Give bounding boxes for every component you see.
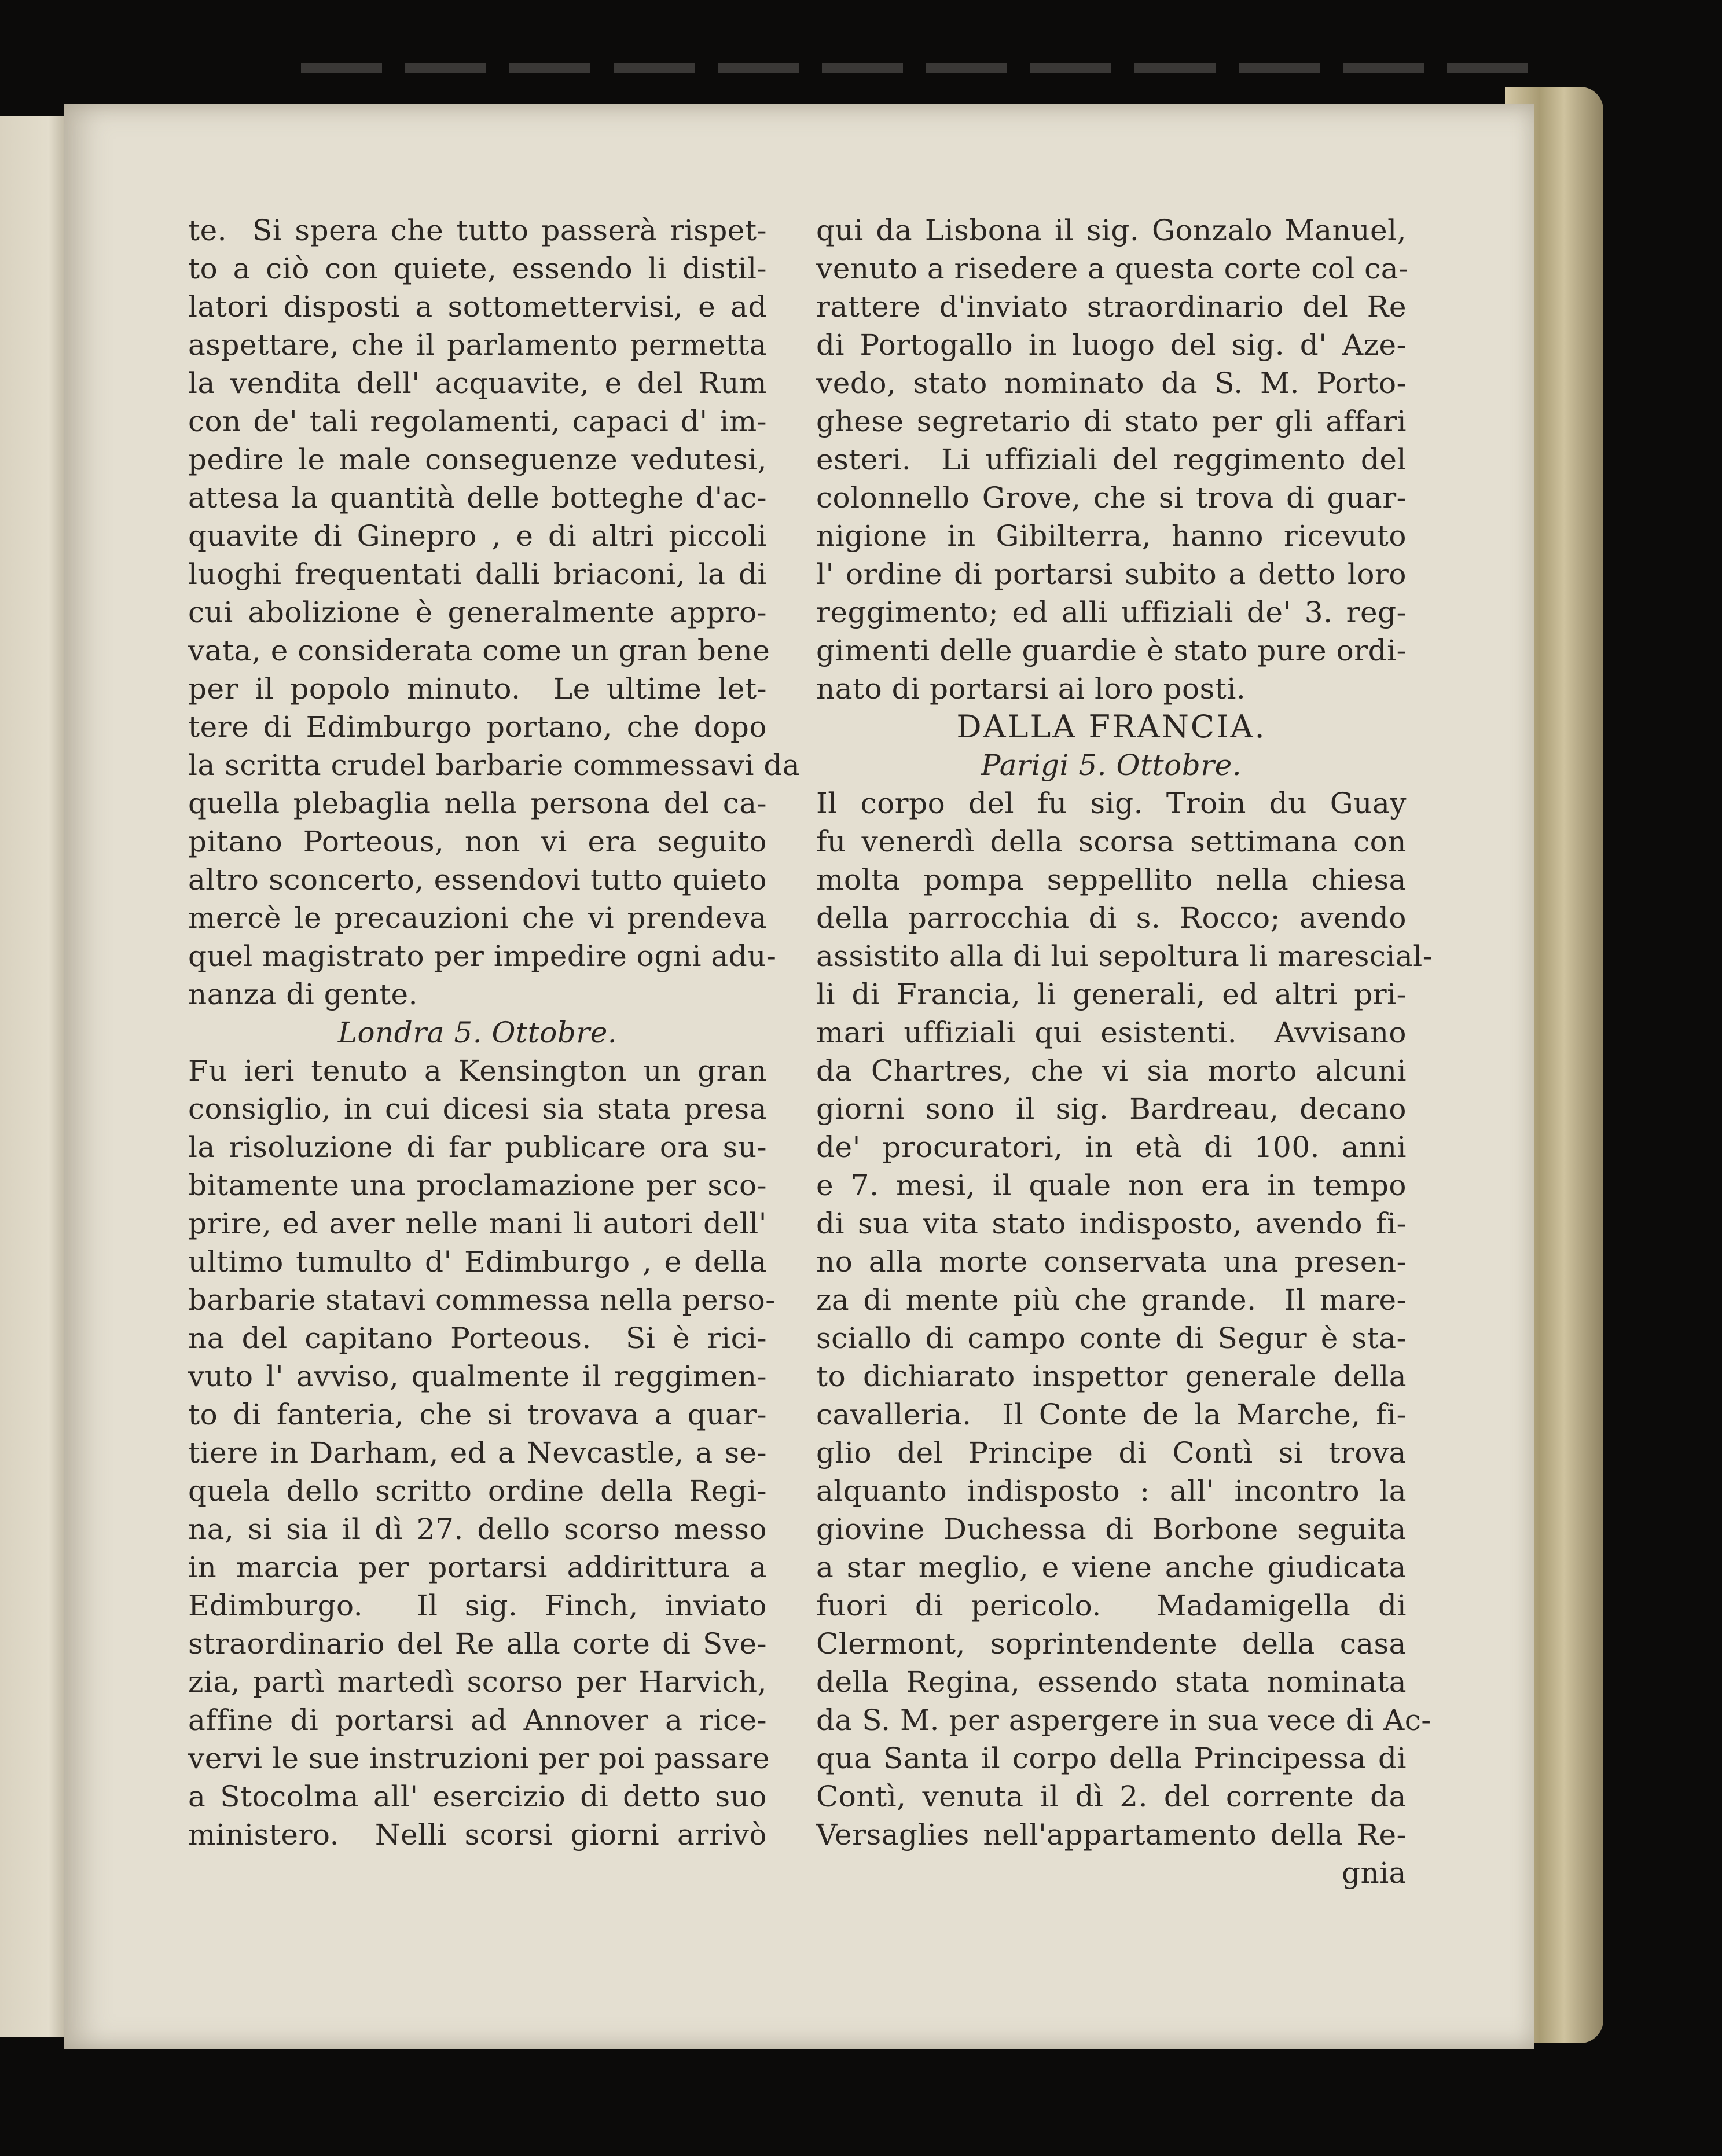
- text-line: vedo, stato nominato da S. M. Porto-: [816, 366, 1407, 400]
- text-line: fu venerdì della scorsa settimana con: [816, 825, 1407, 858]
- dash: [405, 63, 486, 73]
- text-line: la vendita dell' acquavite, e del Rum: [188, 366, 767, 400]
- section-heading: DALLA FRANCIA.: [956, 708, 1266, 745]
- dash: [301, 63, 382, 73]
- text-line: fuori di pericolo. Madamigella di: [816, 1589, 1407, 1622]
- text-line: to dichiarato inspettor generale della: [816, 1360, 1407, 1393]
- text-line: quavite di Ginepro , e di altri piccoli: [188, 519, 767, 553]
- dash: [1447, 63, 1528, 73]
- text-line: colonnello Grove, che si trova di guar-: [816, 481, 1407, 515]
- text-line: no alla morte conservata una presen-: [816, 1245, 1407, 1279]
- text-line: cui abolizione è generalmente appro-: [188, 596, 767, 629]
- text-line: te. Si spera che tutto passerà rispet-: [188, 214, 767, 247]
- text-line: na del capitano Porteous. Si è rici-: [188, 1321, 767, 1355]
- text-line: vuto l' avviso, qualmente il reggimen-: [188, 1360, 767, 1393]
- text-line: straordinario del Re alla corte di Sve-: [188, 1627, 767, 1661]
- dateline-londra: Londra 5. Ottobre.: [337, 1016, 618, 1049]
- text-line: della parrocchia di s. Rocco; avendo: [816, 901, 1407, 935]
- top-dash-row: [0, 63, 1722, 74]
- text-line: prire, ed aver nelle mani li autori dell': [188, 1207, 767, 1240]
- text-line: rattere d'inviato straordinario del Re: [816, 290, 1407, 324]
- text-line: consiglio, in cui dicesi sia stata presa: [188, 1092, 767, 1126]
- text-line: della Regina, essendo stata nominata: [816, 1665, 1407, 1699]
- text-line: giorni sono il sig. Bardreau, decano: [816, 1092, 1407, 1126]
- text-line: glio del Principe di Contì si trova: [816, 1436, 1407, 1470]
- text-line: assistito alla di lui sepoltura li marescial-: [816, 939, 1433, 973]
- text-line: di Portogallo in luogo del sig. d' Aze-: [816, 328, 1407, 362]
- right-column: [816, 211, 1433, 1892]
- text-line: di sua vita stato indisposto, avendo fi-: [816, 1207, 1407, 1240]
- left-column: [188, 211, 801, 1854]
- text-line: reggimento; ed alli uffiziali de' 3. reg-: [816, 596, 1407, 629]
- text-line: tiere in Darham, ed a Nevcastle, a se-: [188, 1436, 767, 1470]
- text-line: bitamente una proclamazione per sco-: [188, 1169, 767, 1202]
- text-line: Fu ieri tenuto a Kensington un gran: [188, 1054, 767, 1088]
- text-line: in marcia per portarsi addirittura a: [188, 1551, 767, 1584]
- text-line: giovine Duchessa di Borbone seguita: [816, 1512, 1407, 1546]
- text-line: Edimburgo. Il sig. Finch, inviato: [188, 1589, 767, 1622]
- text-line: da Chartres, che vi sia morto alcuni: [816, 1054, 1407, 1088]
- text-line: per il popolo minuto. Le ultime let-: [188, 672, 767, 706]
- text-line: attesa la quantità delle botteghe d'ac-: [188, 481, 767, 515]
- text-line: da S. M. per aspergere in sua vece di Ac-: [816, 1703, 1431, 1737]
- text-line: quel magistrato per impedire ogni adu-: [188, 939, 777, 973]
- text-line: vata, e considerata come un gran bene: [188, 634, 770, 667]
- text-line: luoghi frequentati dalli briaconi, la di: [188, 557, 767, 591]
- text-line: zia, partì martedì scorso per Harvich,: [188, 1665, 767, 1699]
- dash: [1343, 63, 1424, 73]
- dash: [1239, 63, 1320, 73]
- text-line: Il corpo del fu sig. Troin du Guay: [816, 787, 1407, 820]
- text-line: l' ordine di portarsi subito a detto loro: [816, 557, 1407, 591]
- text-line: Versaglies nell'appartamento della Re-: [816, 1818, 1407, 1852]
- text-line: latori disposti a sottomettervisi, e ad: [188, 290, 767, 324]
- text-line: Contì, venuta il dì 2. del corrente da: [816, 1780, 1407, 1813]
- text-line: quela dello scritto ordine della Regi-: [188, 1474, 767, 1508]
- text-line: tere di Edimburgo portano, che dopo: [188, 710, 767, 744]
- text-line: cavalleria. Il Conte de la Marche, fi-: [816, 1398, 1407, 1431]
- text-line: aspettare, che il parlamento permetta: [188, 328, 767, 362]
- text-line: esteri. Li uffiziali del reggimento del: [816, 443, 1407, 476]
- text-line: pedire le male conseguenze vedutesi,: [188, 443, 767, 476]
- text-line: ministero. Nelli scorsi giorni arrivò: [188, 1818, 767, 1852]
- text-line: to a ciò con quiete, essendo li distil-: [188, 252, 767, 285]
- dash: [1030, 63, 1111, 73]
- dash: [509, 63, 590, 73]
- text-line: a Stocolma all' esercizio di detto suo: [188, 1780, 767, 1813]
- text-line: na, si sia il dì 27. dello scorso messo: [188, 1512, 767, 1546]
- text-line: con de' tali regolamenti, capaci d' im-: [188, 405, 767, 438]
- text-line: nigione in Gibilterra, hanno ricevuto: [816, 519, 1407, 553]
- dateline-parigi: Parigi 5. Ottobre.: [981, 748, 1242, 782]
- text-line: la scritta crudel barbarie commessavi da: [188, 748, 801, 782]
- text-line: a star meglio, e viene anche giudicata: [816, 1551, 1407, 1584]
- text-line: alquanto indisposto : all' incontro la: [816, 1474, 1407, 1508]
- dash: [614, 63, 695, 73]
- text-line: to di fanteria, che si trovava a quar-: [188, 1398, 767, 1431]
- text-line: venuto a risedere a questa corte col ca-: [816, 252, 1409, 285]
- text-line: altro sconcerto, essendovi tutto quieto: [188, 863, 767, 897]
- text-line: vervi le sue instruzioni per poi passare: [188, 1742, 770, 1775]
- text-line: qui da Lisbona il sig. Gonzalo Manuel,: [816, 214, 1407, 247]
- dash: [718, 63, 799, 73]
- text-line: ultimo tumulto d' Edimburgo , e della: [188, 1245, 767, 1279]
- dash: [1134, 63, 1216, 73]
- text-line: de' procuratori, in età di 100. anni: [816, 1130, 1407, 1164]
- text-line: ghese segretario di stato per gli affari: [816, 405, 1407, 438]
- facing-page-edge: [0, 116, 69, 2037]
- text-line: pitano Porteous, non vi era seguito: [188, 825, 767, 858]
- text-line: li di Francia, li generali, ed altri pri-: [816, 978, 1407, 1011]
- text-line: molta pompa seppellito nella chiesa: [816, 863, 1407, 897]
- text-line: mari uffiziali qui esistenti. Avvisano: [816, 1016, 1407, 1049]
- text-line: la risoluzione di far publicare ora su-: [188, 1130, 767, 1164]
- text-line: sciallo di campo conte di Segur è sta-: [816, 1321, 1407, 1355]
- text-line: e 7. mesi, il quale non era in tempo: [816, 1169, 1407, 1202]
- text-line: gimenti delle guardie è stato pure ordi-: [816, 634, 1407, 667]
- text-line: mercè le precauzioni che vi prendeva: [188, 901, 767, 935]
- text-line: barbarie statavi commessa nella perso-: [188, 1283, 776, 1317]
- text-line: quella plebaglia nella persona del ca-: [188, 787, 767, 820]
- text-line: nanza di gente.: [188, 978, 418, 1011]
- catchword: gnia: [1341, 1856, 1407, 1890]
- text-line: qua Santa il corpo della Principessa di: [816, 1742, 1407, 1775]
- dash: [926, 63, 1007, 73]
- text-line: affine di portarsi ad Annover a rice-: [188, 1703, 767, 1737]
- text-line: nato di portarsi ai loro posti.: [816, 672, 1246, 706]
- text-line: Clermont, soprintendente della casa: [816, 1627, 1407, 1661]
- dash: [822, 63, 903, 73]
- text-line: za di mente più che grande. Il mare-: [816, 1283, 1407, 1317]
